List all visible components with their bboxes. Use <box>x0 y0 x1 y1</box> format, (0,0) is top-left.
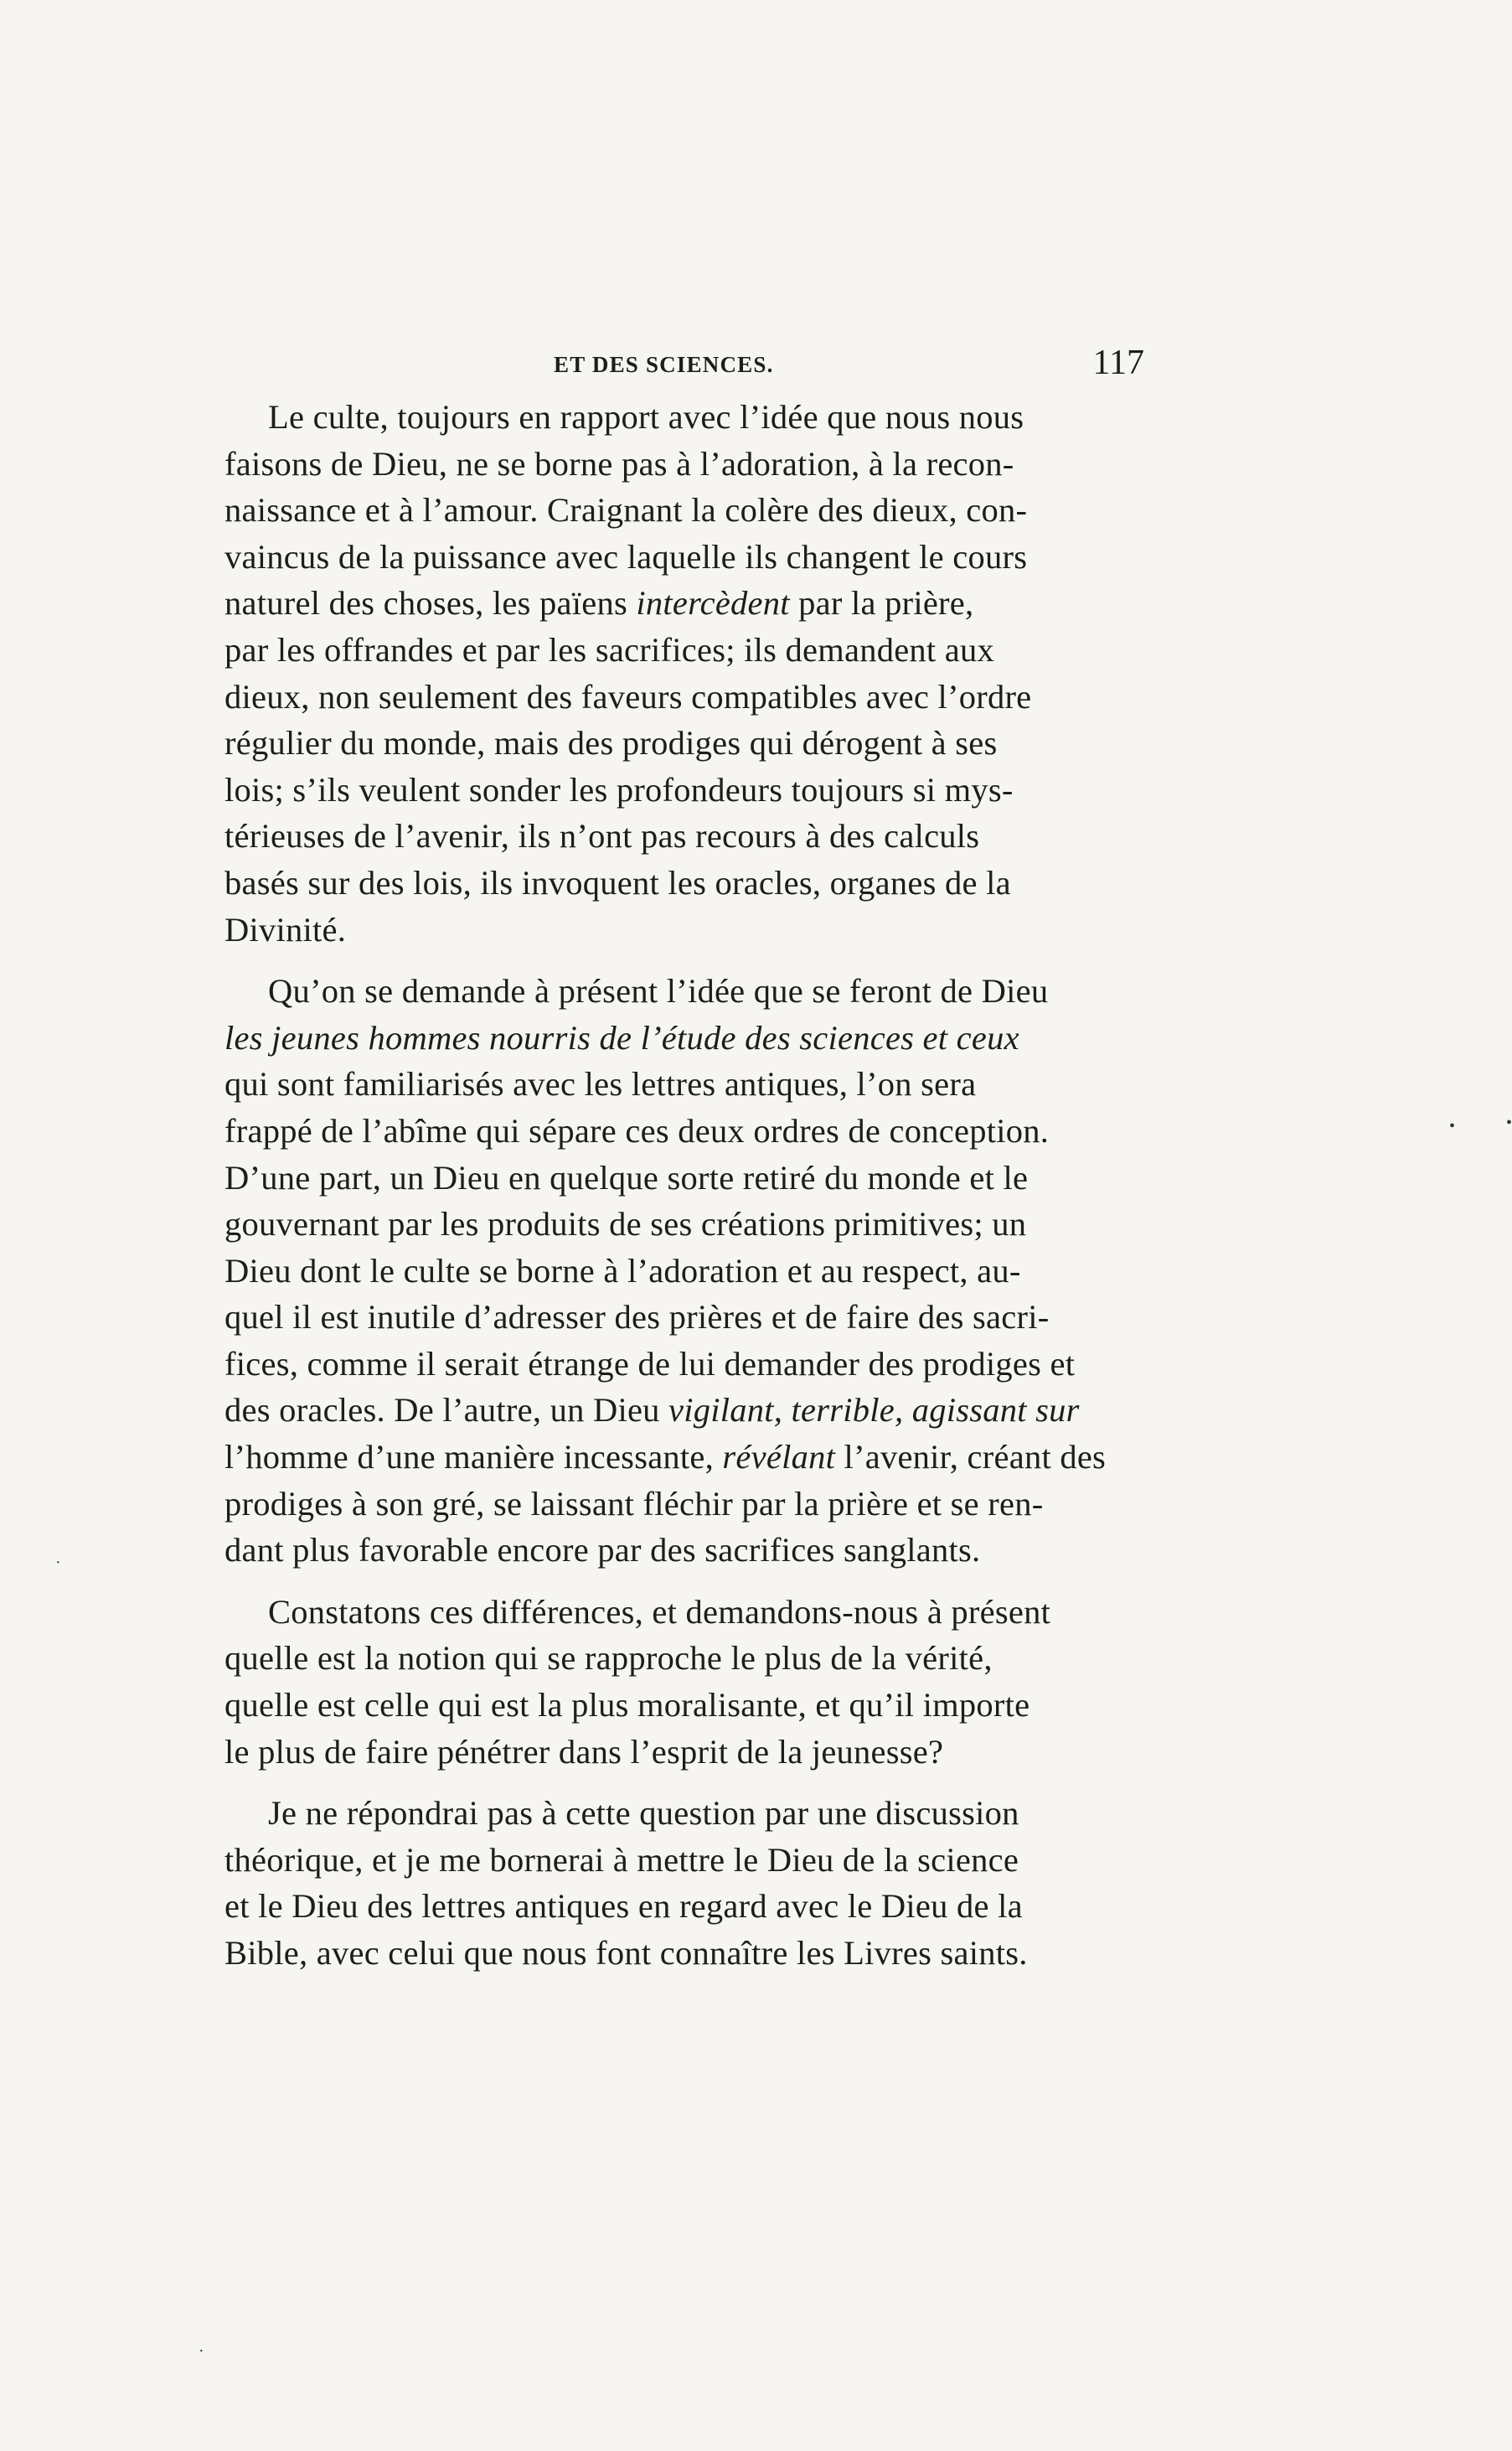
italic-text: vigilant, terrible, agissant sur <box>668 1391 1080 1430</box>
paragraph-spacing <box>224 953 1144 968</box>
paragraph-2 <box>224 968 1144 1574</box>
text-line: vaincus de la puissance avec laquelle ils changent le cours <box>224 537 1028 576</box>
paragraph-1 <box>224 394 1144 953</box>
text-line <box>224 1015 1144 1062</box>
text-line <box>224 1387 1144 1434</box>
text-line: qui sont familiarisés avec les lettres antiques, l’on sera <box>224 1065 977 1104</box>
print-speck: · <box>199 2342 204 2361</box>
text-line: fices, comme il serait étrange de lui demander des prodiges et <box>224 1344 1076 1383</box>
text-line: quelle est celle qui est la plus moralisante, et qu’il importe <box>224 1686 1030 1724</box>
text-line: quelle est la notion qui se rapproche le plus de la vérité, <box>224 1639 993 1678</box>
page-header <box>224 345 1144 396</box>
paragraph-3 <box>224 1589 1144 1775</box>
text-line: lois; s’ils veulent sonder les profondeurs toujours si mys- <box>224 770 1014 809</box>
text-line: Dieu dont le culte se borne à l’adoration et au respect, au- <box>224 1251 1021 1290</box>
text-line: régulier du monde, mais des prodiges qui dérogent à ses <box>224 724 998 763</box>
text-line: Je ne répondrai pas à cette question par une discussion <box>268 1794 1019 1833</box>
text-line: Le culte, toujours en rapport avec l’idée que nous nous <box>268 398 1024 436</box>
text-line: basés sur des lois, ils invoquent les oracles, organes de la <box>224 863 1011 902</box>
text-line <box>224 1434 1144 1481</box>
print-speck: • <box>1506 1114 1512 1132</box>
text-line: gouvernant par les produits de ses créations primitives; un <box>224 1205 1027 1244</box>
text-fragment: naturel des choses, les païens <box>224 584 637 623</box>
text-line: faisons de Dieu, ne se borne pas à l’adoration, à la recon- <box>224 444 1014 483</box>
italic-text: révélant <box>722 1438 836 1476</box>
body-text <box>224 394 1144 1977</box>
text-line: le plus de faire pénétrer dans l’esprit de la jeunesse? <box>224 1732 944 1771</box>
text-fragment: l’homme d’une manière incessante, <box>224 1438 723 1476</box>
italic-text: intercèdent <box>636 584 790 623</box>
text-fragment: par la prière, <box>789 584 974 623</box>
text-line: Qu’on se demande à présent l’idée que se feront de Dieu <box>268 972 1049 1011</box>
text-line: D’une part, un Dieu en quelque sorte retiré du monde et le <box>224 1158 1029 1197</box>
text-line: térieuses de l’avenir, ils n’ont pas recours à des calculs <box>224 817 980 856</box>
text-line: frappé de l’abîme qui sépare ces deux ordres de conception. <box>224 1111 1050 1150</box>
text-fragment: des oracles. De l’autre, un Dieu <box>224 1391 669 1430</box>
paragraph-spacing <box>224 1574 1144 1589</box>
text-line: par les offrandes et par les sacrifices; ils demandent aux <box>224 630 995 669</box>
print-speck: • <box>1449 1117 1456 1135</box>
running-head: ET DES SCIENCES. <box>554 352 774 377</box>
paragraph-4 <box>224 1790 1144 1976</box>
text-line: Constatons ces différences, et demandons-nous à présent <box>268 1592 1051 1631</box>
text-line: dieux, non seulement des faveurs compatibles avec l’ordre <box>224 677 1032 716</box>
text-line: théorique, et je me bornerai à mettre le Dieu de la science <box>224 1840 1019 1879</box>
text-line: dant plus favorable encore par des sacrifices sanglants. <box>224 1531 981 1569</box>
text-line: naissance et à l’amour. Craignant la colère des dieux, con- <box>224 491 1028 530</box>
text-line <box>224 580 1144 627</box>
text-line: Bible, avec celui que nous font connaître les Livres saints. <box>224 1934 1028 1972</box>
print-speck: · <box>55 1554 61 1572</box>
text-line: et le Dieu des lettres antiques en regard avec le Dieu de la <box>224 1887 1023 1926</box>
text-line: prodiges à son gré, se laissant fléchir par la prière et se ren- <box>224 1484 1044 1523</box>
text-line: quel il est inutile d’adresser des prières et de faire des sacri- <box>224 1298 1050 1337</box>
text-line: Divinité. <box>224 910 347 949</box>
italic-text: les jeunes hommes nourris de l’étude des sciences et ceux <box>224 1018 1019 1057</box>
paragraph-spacing <box>224 1775 1144 1790</box>
text-fragment: l’avenir, créant des <box>835 1438 1107 1476</box>
page-number: 117 <box>1092 344 1144 382</box>
